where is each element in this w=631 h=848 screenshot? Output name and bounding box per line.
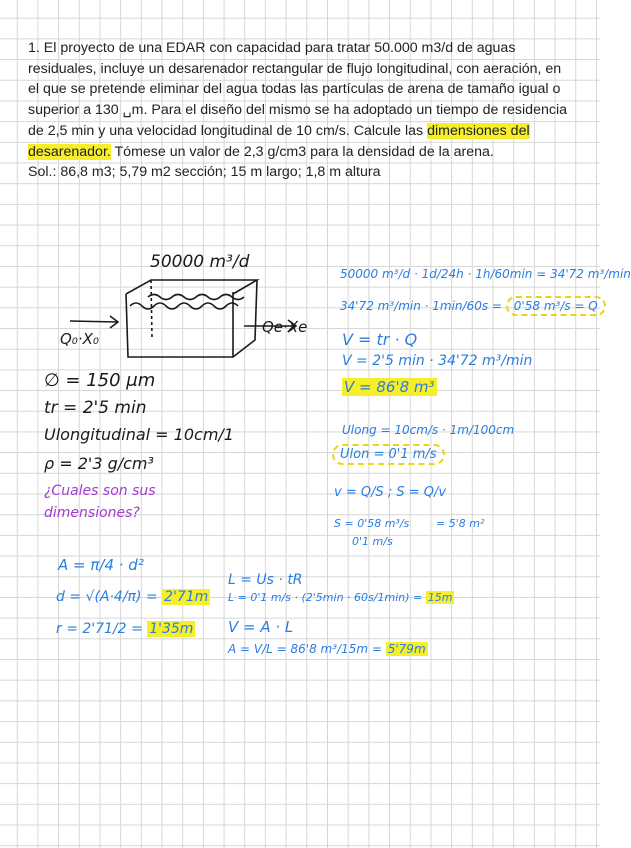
section-numerator: S = 0'58 m³/s (334, 517, 410, 530)
velocity-result (332, 448, 445, 461)
flow-conversion-2 (340, 300, 606, 312)
volume-substitution: V = 2'5 min · 34'72 m³/min (342, 353, 533, 369)
volume-result-value: V = 86'8 m³ (344, 378, 435, 396)
radius-formula (56, 622, 195, 636)
area-substitution (228, 643, 428, 655)
velocity-conversion: Ulong = 10cm/s · 1m/100cm (342, 423, 515, 437)
length-substitution (228, 592, 454, 603)
inlet-arrow (70, 321, 118, 322)
highlighted-question: dimensiones del desarenador. (28, 122, 530, 160)
volume-result (342, 380, 437, 395)
diameter-formula (56, 590, 210, 604)
radius-result: 1'35m (149, 621, 194, 637)
volume-formula: V = tr · Q (342, 330, 418, 349)
diameter-result: 2'71m (164, 589, 209, 605)
flow-conversion-1: 50000 m³/d · 1d/24h · 1h/60min = 34'72 m³/min (340, 267, 631, 281)
sketch-inlet-label: Q₀·X₀ (60, 330, 99, 348)
length-substitution-text: L = 0'1 m/s · (2'5min · 60s/1min) = (228, 591, 423, 604)
velocity-result-circled: Ulon = 0'1 m/s (332, 444, 445, 465)
length-formula: L = Us · tR (228, 572, 303, 588)
section-formula: v = Q/S ; S = Q/v (334, 485, 447, 500)
tank-front (126, 292, 233, 357)
section-denominator: 0'1 m/s (352, 535, 393, 548)
area-substitution-text: A = V/L = 86'8 m³/15m = (228, 642, 382, 656)
sketch-outlet-label: Qe·Xe (262, 318, 308, 336)
tank-top (126, 280, 257, 294)
sketch-flow-label: 50000 m³/d (150, 252, 250, 272)
water-surface (130, 303, 238, 309)
question-line-1: ¿Cuales son sus (44, 483, 156, 499)
area-formula: A = π/4 · d² (58, 556, 144, 574)
solution-line: Sol.: 86,8 m3; 5,79 m2 sección; 15 m largo; 1,8 m altura (28, 164, 381, 181)
problem-statement-text: 1. El proyecto de una EDAR con capacidad para tratar 50.000 m3/d de aguas residuales, incluye un desarenador rectangular de flujo longitudinal, con aeración, en el que se pretende eliminar del agua todas las partículas de arena de tamaño igual o superior a 130 ␣m. Para el diseño del mismo se ha adoptado un tiempo de residencia de 2,5 min y una velocidad longitudinal de 10 cm/s. Calcule las (28, 40, 567, 139)
area-result: 5'79m (387, 642, 426, 656)
data-residence-time: tr = 2'5 min (44, 398, 147, 418)
diameter-formula-text: d = √(A·4/π) = (56, 589, 158, 605)
flow-conversion-2-text: 34'72 m³/min · 1min/60s = (340, 299, 502, 313)
flow-result-circled: 0'58 m³/s = Q (506, 296, 606, 316)
data-longitudinal-velocity: Ulongitudinal = 10cm/1 (44, 425, 234, 444)
question-line-2: dimensiones? (44, 505, 140, 521)
length-result: 15m (427, 591, 453, 604)
data-diameter: ∅ = 150 μm (44, 370, 156, 391)
volume-area-formula: V = A · L (228, 618, 294, 636)
section-result: = 5'8 m² (436, 517, 485, 530)
problem-statement-end: Tómese un valor de 2,3 g/cm3 para la densidad de la arena. (110, 143, 494, 160)
data-density: ρ = 2'3 g/cm³ (44, 454, 154, 473)
radius-formula-text: r = 2'71/2 = (56, 621, 143, 637)
